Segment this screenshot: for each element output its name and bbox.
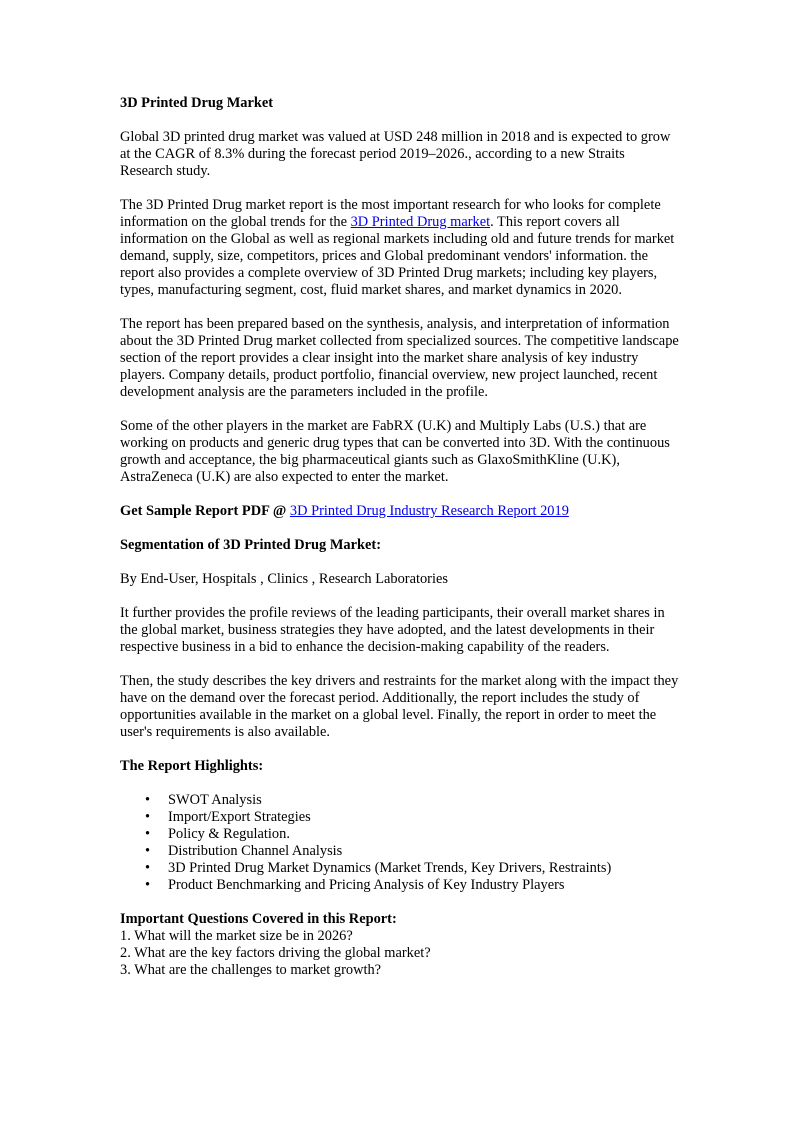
questions-heading: Important Questions Covered in this Report:: [120, 911, 397, 927]
intro-paragraph: Global 3D printed drug market was valued at USD 248 million in 2018 and is expected to grow at the CAGR of 8.3% during the forecast period 2019–2026., according to a new Straits Research study.: [120, 129, 671, 179]
list-item: • Policy & Regulation.: [168, 826, 680, 843]
list-item: • 3D Printed Drug Market Dynamics (Market Trends, Key Drivers, Restraints): [168, 860, 680, 877]
list-item: • Import/Export Strategies: [168, 809, 680, 826]
overview-paragraph: [120, 197, 680, 299]
document-title: 3D Printed Drug Market: [120, 95, 274, 111]
profile-paragraph: It further provides the profile reviews of the leading participants, their overall market shares in the global market, business strategies they have adopted, and the latest developments in their respective business in a bid to enhance the decision-making capability of the readers.: [120, 605, 665, 655]
drivers-paragraph: Then, the study describes the key drivers and restraints for the market along with the impact they have on the demand over the forecast period. Additionally, the report includes the study of opportunities available in the market on a global level. Finally, the report in order to meet the user's requirements is also available.: [120, 673, 679, 740]
sample-report-line: [120, 503, 680, 520]
highlights-heading: The Report Highlights:: [120, 758, 264, 774]
segmentation-text: By End-User, Hospitals , Clinics , Research Laboratories: [120, 571, 448, 587]
document-page: [120, 95, 680, 979]
segmentation-heading: Segmentation of 3D Printed Drug Market:: [120, 537, 381, 553]
overview-text-before: The 3D Printed Drug market report is the most important research for who looks for complete information on the global trends for the: [120, 197, 661, 230]
sample-report-label: Get Sample Report PDF @: [120, 503, 290, 519]
players-paragraph: Some of the other players in the market are FabRX (U.K) and Multiply Labs (U.S.) that are working on products and generic drug types that can be converted into 3D. With the continuous growth and acceptance, the big pharmaceutical giants such as GlaxoSmithKline (U.K), AstraZeneca (U.K) are also expected to enter the market.: [120, 418, 670, 485]
list-item: • SWOT Analysis: [168, 792, 680, 809]
list-item: • Distribution Channel Analysis: [168, 843, 680, 860]
methodology-paragraph: The report has been prepared based on the synthesis, analysis, and interpretation of information about the 3D Printed Drug market collected from specialized sources. The competitive landscape section of the report provides a clear insight into the market share analysis of key industry players. Company details, product portfolio, financial overview, new project launched, recent development analysis are the parameters included in the profile.: [120, 316, 679, 400]
question-item: 2. What are the key factors driving the global market?: [120, 945, 431, 961]
question-item: 1. What will the market size be in 2026?: [120, 928, 353, 944]
list-item: • Product Benchmarking and Pricing Analysis of Key Industry Players: [168, 877, 680, 894]
overview-text-after: . This report covers all information on the Global as well as regional markets including old and future trends for market demand, supply, size, competitors, prices and Global predominant vendors' information. the report also provides a complete overview of 3D Printed Drug markets; including key players, types, manufacturing segment, cost, fluid market shares, and market dynamics in 2020.: [120, 214, 675, 298]
highlights-list: [120, 792, 680, 894]
question-item: 3. What are the challenges to market growth?: [120, 962, 382, 978]
market-link[interactable]: 3D Printed Drug market: [350, 214, 491, 230]
sample-report-link[interactable]: 3D Printed Drug Industry Research Report 2019: [289, 503, 569, 519]
